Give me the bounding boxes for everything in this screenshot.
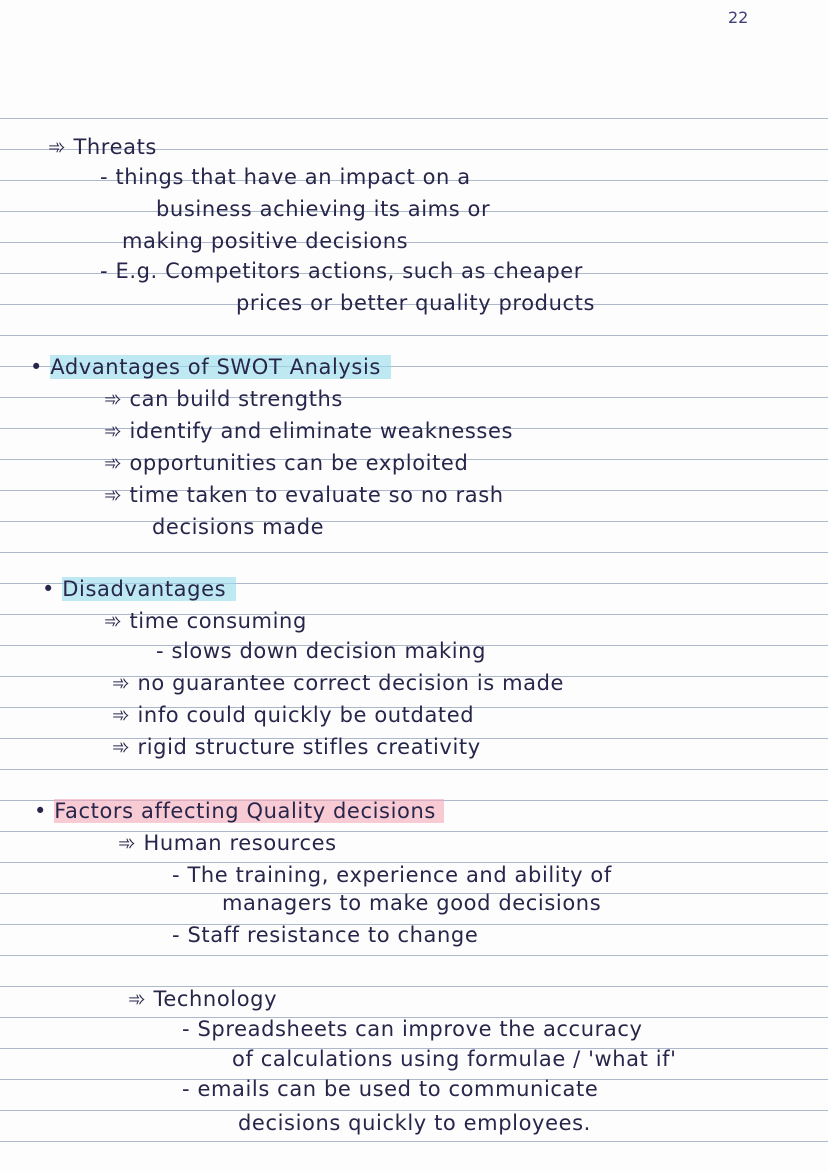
disadvantages-line: ➾ time consuming <box>104 609 307 633</box>
technology-heading: ➾ Technology <box>128 987 278 1011</box>
ruled-line <box>0 955 828 956</box>
ruled-line <box>0 1141 828 1142</box>
bullet-icon: • <box>30 355 43 379</box>
advantages-line: ➾ time taken to evaluate so no rash <box>104 483 504 507</box>
factors-heading-row <box>34 798 444 824</box>
technology-line: - emails can be used to communicate <box>182 1077 599 1101</box>
disadvantages-line: ➾ info could quickly be outdated <box>112 703 475 727</box>
advantages-heading-row <box>30 354 391 380</box>
ruled-line <box>0 335 828 336</box>
advantages-heading: Advantages of SWOT Analysis <box>50 355 391 379</box>
disadvantages-line: - slows down decision making <box>156 639 487 663</box>
bullet-icon: • <box>34 799 47 823</box>
advantages-line: ➾ opportunities can be exploited <box>104 451 469 475</box>
advantages-line: ➾ identify and eliminate weaknesses <box>104 419 514 443</box>
threats-line: business achieving its aims or <box>156 197 491 221</box>
human-resources-line: - The training, experience and ability of <box>172 863 612 887</box>
threats-line: prices or better quality products <box>236 291 596 315</box>
threats-heading: ➾ Threats <box>48 135 157 159</box>
disadvantages-heading-row <box>42 576 236 602</box>
disadvantages-heading: Disadvantages <box>62 577 236 601</box>
threats-line: - things that have an impact on a <box>100 165 471 189</box>
disadvantages-line: ➾ no guarantee correct decision is made <box>112 671 565 695</box>
human-resources-line: - Staff resistance to change <box>172 923 479 947</box>
factors-heading: Factors affecting Quality decisions <box>54 799 444 823</box>
technology-line: of calculations using formulae / 'what if' <box>232 1047 677 1071</box>
technology-line: - Spreadsheets can improve the accuracy <box>182 1017 643 1041</box>
advantages-line: decisions made <box>152 515 325 539</box>
ruled-line <box>0 552 828 553</box>
human-resources-heading: ➾ Human resources <box>118 831 337 855</box>
ruled-line <box>0 986 828 987</box>
threats-line: - E.g. Competitors actions, such as cheaper <box>100 259 584 283</box>
ruled-line <box>0 769 828 770</box>
page-number: 22 <box>728 8 749 27</box>
threats-line: making positive decisions <box>122 229 409 253</box>
ruled-line <box>0 521 828 522</box>
technology-line: decisions quickly to employees. <box>238 1111 591 1135</box>
disadvantages-line: ➾ rigid structure stifles creativity <box>112 735 481 759</box>
advantages-line: ➾ can build strengths <box>104 387 343 411</box>
human-resources-line: managers to make good decisions <box>222 891 602 915</box>
ruled-line <box>0 118 828 119</box>
bullet-icon: • <box>42 577 55 601</box>
